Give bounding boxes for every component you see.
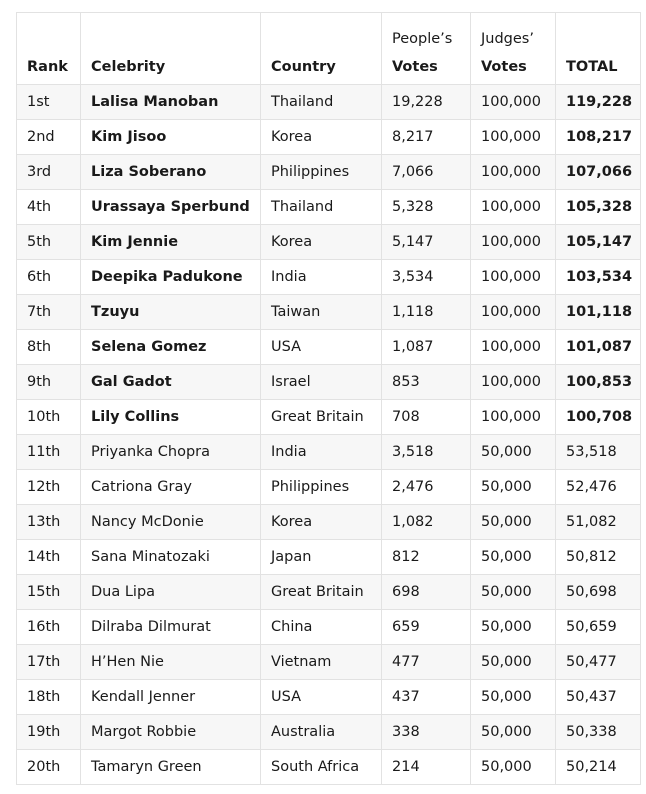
country-cell: Australia	[261, 715, 382, 750]
table-body	[17, 85, 641, 785]
header-people-votes: Votes	[382, 50, 471, 85]
table-row	[17, 645, 641, 680]
people-votes-cell: 812	[382, 540, 471, 575]
table-row	[17, 400, 641, 435]
judges-votes-cell: 100,000	[471, 120, 556, 155]
people-votes-cell: 1,082	[382, 505, 471, 540]
rank-cell: 1st	[17, 85, 81, 120]
rank-cell: 12th	[17, 470, 81, 505]
table-row	[17, 225, 641, 260]
table-row	[17, 295, 641, 330]
judges-votes-cell: 100,000	[471, 365, 556, 400]
header-country: Country	[261, 50, 382, 85]
celebrity-cell: Dua Lipa	[81, 575, 261, 610]
rank-cell: 10th	[17, 400, 81, 435]
people-votes-cell: 5,328	[382, 190, 471, 225]
rank-cell: 4th	[17, 190, 81, 225]
celebrity-cell: Tzuyu	[81, 295, 261, 330]
rank-cell: 14th	[17, 540, 81, 575]
country-cell: India	[261, 435, 382, 470]
table-row	[17, 120, 641, 155]
table-row	[17, 540, 641, 575]
people-votes-cell: 853	[382, 365, 471, 400]
rank-cell: 20th	[17, 750, 81, 785]
country-cell: Israel	[261, 365, 382, 400]
people-votes-cell: 659	[382, 610, 471, 645]
judges-votes-cell: 100,000	[471, 330, 556, 365]
people-votes-cell: 708	[382, 400, 471, 435]
judges-votes-cell: 100,000	[471, 225, 556, 260]
total-cell: 100,708	[556, 400, 641, 435]
country-cell: Korea	[261, 225, 382, 260]
table-row	[17, 680, 641, 715]
table-row	[17, 190, 641, 225]
rank-cell: 16th	[17, 610, 81, 645]
country-cell: Philippines	[261, 470, 382, 505]
people-votes-cell: 8,217	[382, 120, 471, 155]
judges-votes-cell: 50,000	[471, 505, 556, 540]
celebrity-cell: Lalisa Manoban	[81, 85, 261, 120]
total-cell: 50,214	[556, 750, 641, 785]
total-cell: 51,082	[556, 505, 641, 540]
country-cell: Japan	[261, 540, 382, 575]
celebrity-cell: Gal Gadot	[81, 365, 261, 400]
rank-cell: 5th	[17, 225, 81, 260]
rank-cell: 15th	[17, 575, 81, 610]
celebrity-cell: Kendall Jenner	[81, 680, 261, 715]
ranking-table-container	[16, 12, 641, 785]
country-cell: India	[261, 260, 382, 295]
rank-cell: 17th	[17, 645, 81, 680]
table-row	[17, 435, 641, 470]
header-row-bottom	[17, 50, 641, 85]
total-cell: 100,853	[556, 365, 641, 400]
header-cell	[81, 13, 261, 51]
total-cell: 50,698	[556, 575, 641, 610]
people-votes-cell: 19,228	[382, 85, 471, 120]
total-cell: 103,534	[556, 260, 641, 295]
total-cell: 52,476	[556, 470, 641, 505]
total-cell: 108,217	[556, 120, 641, 155]
total-cell: 50,659	[556, 610, 641, 645]
total-cell: 53,518	[556, 435, 641, 470]
country-cell: Vietnam	[261, 645, 382, 680]
header-rank: Rank	[17, 50, 81, 85]
rank-cell: 7th	[17, 295, 81, 330]
rank-cell: 6th	[17, 260, 81, 295]
rank-cell: 2nd	[17, 120, 81, 155]
country-cell: Thailand	[261, 190, 382, 225]
country-cell: USA	[261, 680, 382, 715]
judges-votes-cell: 50,000	[471, 680, 556, 715]
judges-votes-cell: 50,000	[471, 435, 556, 470]
rank-cell: 9th	[17, 365, 81, 400]
celebrity-cell: Priyanka Chopra	[81, 435, 261, 470]
table-row	[17, 575, 641, 610]
celebrity-cell: Lily Collins	[81, 400, 261, 435]
judges-votes-cell: 50,000	[471, 750, 556, 785]
celebrity-cell: Dilraba Dilmurat	[81, 610, 261, 645]
judges-votes-cell: 50,000	[471, 645, 556, 680]
people-votes-cell: 437	[382, 680, 471, 715]
judges-votes-cell: 100,000	[471, 190, 556, 225]
people-votes-cell: 5,147	[382, 225, 471, 260]
table-row	[17, 750, 641, 785]
table-row	[17, 505, 641, 540]
celebrity-cell: Kim Jisoo	[81, 120, 261, 155]
judges-votes-cell: 50,000	[471, 470, 556, 505]
judges-votes-cell: 50,000	[471, 540, 556, 575]
people-votes-cell: 338	[382, 715, 471, 750]
celebrity-cell: Nancy McDonie	[81, 505, 261, 540]
table-row	[17, 365, 641, 400]
total-cell: 50,477	[556, 645, 641, 680]
total-cell: 119,228	[556, 85, 641, 120]
people-votes-cell: 7,066	[382, 155, 471, 190]
total-cell: 50,812	[556, 540, 641, 575]
rank-cell: 3rd	[17, 155, 81, 190]
celebrity-cell: H’Hen Nie	[81, 645, 261, 680]
celebrity-cell: Deepika Padukone	[81, 260, 261, 295]
table-row	[17, 260, 641, 295]
header-cell	[261, 13, 382, 51]
judges-votes-cell: 100,000	[471, 295, 556, 330]
country-cell: Korea	[261, 505, 382, 540]
country-cell: Great Britain	[261, 575, 382, 610]
judges-votes-cell: 100,000	[471, 85, 556, 120]
table-row	[17, 470, 641, 505]
total-cell: 105,147	[556, 225, 641, 260]
header-cell	[556, 13, 641, 51]
country-cell: Great Britain	[261, 400, 382, 435]
country-cell: Thailand	[261, 85, 382, 120]
celebrity-cell: Selena Gomez	[81, 330, 261, 365]
rank-cell: 18th	[17, 680, 81, 715]
people-votes-cell: 3,518	[382, 435, 471, 470]
header-row-top	[17, 13, 641, 51]
country-cell: Philippines	[261, 155, 382, 190]
judges-votes-cell: 100,000	[471, 260, 556, 295]
header-celebrity: Celebrity	[81, 50, 261, 85]
header-judges-votes: Votes	[471, 50, 556, 85]
country-cell: Taiwan	[261, 295, 382, 330]
people-votes-cell: 698	[382, 575, 471, 610]
people-votes-cell: 1,087	[382, 330, 471, 365]
rank-cell: 11th	[17, 435, 81, 470]
judges-votes-cell: 50,000	[471, 610, 556, 645]
rank-cell: 19th	[17, 715, 81, 750]
people-votes-cell: 477	[382, 645, 471, 680]
celebrity-cell: Margot Robbie	[81, 715, 261, 750]
judges-votes-cell: 50,000	[471, 575, 556, 610]
celebrity-cell: Sana Minatozaki	[81, 540, 261, 575]
celebrity-cell: Tamaryn Green	[81, 750, 261, 785]
celebrity-cell: Kim Jennie	[81, 225, 261, 260]
celebrity-cell: Liza Soberano	[81, 155, 261, 190]
ranking-table	[16, 12, 641, 785]
total-cell: 101,118	[556, 295, 641, 330]
country-cell: USA	[261, 330, 382, 365]
celebrity-cell: Catriona Gray	[81, 470, 261, 505]
celebrity-cell: Urassaya Sperbund	[81, 190, 261, 225]
people-votes-cell: 1,118	[382, 295, 471, 330]
header-people-line1: People’s	[382, 13, 471, 51]
people-votes-cell: 214	[382, 750, 471, 785]
total-cell: 105,328	[556, 190, 641, 225]
header-judges-line1: Judges’	[471, 13, 556, 51]
table-row	[17, 330, 641, 365]
total-cell: 50,437	[556, 680, 641, 715]
table-header	[17, 13, 641, 85]
total-cell: 107,066	[556, 155, 641, 190]
header-total: TOTAL	[556, 50, 641, 85]
table-row	[17, 610, 641, 645]
table-row	[17, 715, 641, 750]
table-row	[17, 155, 641, 190]
header-cell	[17, 13, 81, 51]
country-cell: South Africa	[261, 750, 382, 785]
total-cell: 50,338	[556, 715, 641, 750]
people-votes-cell: 2,476	[382, 470, 471, 505]
rank-cell: 13th	[17, 505, 81, 540]
total-cell: 101,087	[556, 330, 641, 365]
country-cell: Korea	[261, 120, 382, 155]
people-votes-cell: 3,534	[382, 260, 471, 295]
country-cell: China	[261, 610, 382, 645]
judges-votes-cell: 100,000	[471, 155, 556, 190]
judges-votes-cell: 100,000	[471, 400, 556, 435]
judges-votes-cell: 50,000	[471, 715, 556, 750]
rank-cell: 8th	[17, 330, 81, 365]
table-row	[17, 85, 641, 120]
